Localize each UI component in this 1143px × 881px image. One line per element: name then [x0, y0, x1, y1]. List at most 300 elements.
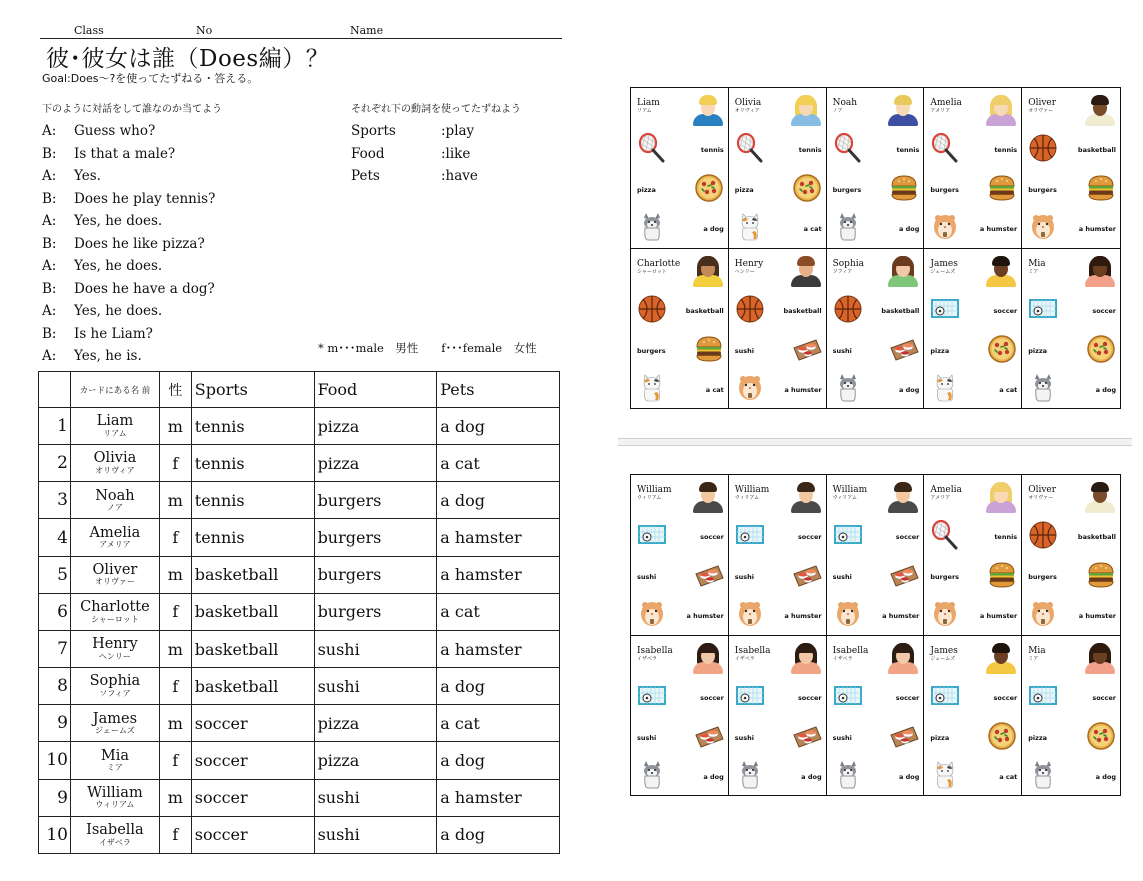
card-pet-label: a dog [703, 773, 724, 781]
card-name-kana: ウィリアム [637, 494, 662, 501]
card-food-label: pizza [734, 186, 754, 194]
row-name-kana: アメリア [99, 540, 131, 550]
row-sports: basketball [191, 668, 314, 705]
sushi-icon [889, 560, 919, 594]
cat-icon [735, 212, 765, 246]
row-pets: a dog [437, 816, 560, 853]
card-name-kana: ジェームズ [930, 655, 956, 662]
header-pets: Pets [437, 372, 560, 408]
card-food-row [827, 170, 924, 210]
dialog-speaker: B: [42, 190, 57, 207]
row-name [70, 668, 159, 705]
row-pets: a hamster [437, 779, 560, 816]
class-label: Class [74, 24, 104, 37]
card-food-row [827, 331, 924, 371]
row-name-en: Henry [92, 636, 138, 653]
row-name [70, 742, 159, 779]
card-sport-row [729, 130, 826, 170]
card-food-label: sushi [734, 347, 755, 355]
row-food: burgers [314, 556, 437, 593]
card-pet-row [631, 758, 728, 796]
burgers-icon [889, 173, 919, 207]
card-food-label: pizza [930, 347, 950, 355]
dialog-line [42, 345, 342, 368]
card-sport-label: basketball [783, 307, 822, 315]
table-row [39, 445, 560, 482]
row-name [70, 556, 159, 593]
card-name: Isabella [734, 645, 771, 656]
dialog-line [42, 210, 342, 233]
card-food-label: sushi [637, 573, 657, 581]
card-name: Amelia [930, 97, 962, 108]
row-food: sushi [314, 779, 437, 816]
card-pet-label: a humster [979, 225, 1018, 233]
card-food-row [631, 557, 728, 597]
roster-table [38, 371, 560, 854]
card-pet-label: a humster [686, 612, 724, 620]
row-sex: m [159, 630, 191, 667]
row-sports: soccer [191, 816, 314, 853]
row-pets: a dog [437, 408, 560, 445]
dialog-line [42, 188, 342, 211]
card-sport-row [827, 678, 924, 718]
row-sports: tennis [191, 445, 314, 482]
card-name: Liam [637, 97, 660, 108]
dog-icon [637, 212, 667, 246]
table-row [39, 556, 560, 593]
card-food-row [1022, 331, 1120, 371]
verb-category: Sports [351, 123, 396, 140]
dialog-speaker: A: [42, 213, 57, 230]
person-card [729, 475, 827, 636]
card-food-row [924, 331, 1021, 371]
dialog-text: Does he play tennis? [74, 190, 216, 207]
row-sex: m [159, 408, 191, 445]
row-number: 9 [39, 705, 71, 742]
card-food-label: sushi [832, 734, 852, 742]
basketball-icon [1028, 520, 1058, 554]
card-pet-label: a humster [882, 612, 920, 620]
hamster-icon [1028, 212, 1058, 246]
card-name-kana: ソフィア [832, 268, 853, 275]
row-name-en: Mia [100, 747, 129, 764]
person-card [827, 475, 925, 636]
soccer-icon [1028, 294, 1058, 328]
row-number: 9 [39, 779, 71, 816]
card-sport-label: soccer [700, 694, 724, 702]
card-name-row [827, 636, 924, 678]
dog-icon [833, 760, 863, 794]
card-name: William [637, 484, 672, 495]
card-sport-label: soccer [1092, 307, 1116, 315]
card-name-row [924, 88, 1021, 130]
table-row [39, 668, 560, 705]
table-row [39, 408, 560, 445]
dialog-text: Yes, he is. [74, 348, 142, 365]
person-card [729, 88, 827, 249]
dialog-line [42, 233, 342, 256]
person-card [1022, 88, 1120, 249]
card-name-row [827, 475, 924, 517]
card-sport-row [631, 130, 728, 170]
card-pet-row [827, 371, 924, 409]
dog-icon [833, 212, 863, 246]
card-sport-row [631, 517, 728, 557]
tennis-icon [735, 133, 765, 167]
card-name-kana: イザベラ [637, 655, 658, 662]
card-pet-label: a dog [898, 773, 920, 781]
person-avatar-icon [985, 640, 1017, 674]
burgers-icon [694, 334, 724, 368]
person-card [827, 88, 925, 249]
dialog-line [42, 323, 342, 346]
card-pet-row [631, 371, 728, 409]
page-title: 彼･彼女は誰（Does編）？ [46, 46, 330, 72]
card-pet-label: a cat [803, 225, 822, 233]
basketball-icon [735, 294, 765, 328]
row-pets: a dog [437, 742, 560, 779]
person-card [631, 475, 729, 636]
person-card [631, 88, 729, 249]
person-card [827, 249, 925, 409]
card-pet-label: a dog [898, 386, 920, 394]
person-card [924, 88, 1022, 249]
dialog-speaker: B: [42, 235, 57, 252]
card-pet-label: a cat [999, 773, 1018, 781]
person-card [1022, 475, 1120, 636]
row-pets: a dog [437, 668, 560, 705]
card-food-row [631, 170, 728, 210]
table-row [39, 779, 560, 816]
table-row [39, 630, 560, 667]
card-sport-row [729, 678, 826, 718]
card-food-row [729, 718, 826, 758]
card-name-kana: イザベラ [734, 655, 755, 662]
soccer-icon [637, 520, 667, 554]
person-avatar-icon [790, 253, 822, 287]
dialog-line [42, 278, 342, 301]
card-grid-bottom [630, 474, 1121, 796]
row-sex: f [159, 445, 191, 482]
card-sport-label: soccer [1092, 694, 1116, 702]
row-name-kana: オリヴァー [94, 577, 135, 587]
card-sport-row [924, 130, 1021, 170]
card-name: Oliver [1028, 97, 1057, 108]
dialog-line [42, 255, 342, 278]
row-sports: soccer [191, 742, 314, 779]
dog-icon [637, 760, 667, 794]
row-sex: f [159, 742, 191, 779]
sushi-icon [694, 721, 724, 755]
row-food: burgers [314, 519, 437, 556]
row-food: burgers [314, 482, 437, 519]
person-avatar-icon [790, 640, 822, 674]
basketball-icon [637, 294, 667, 328]
card-pet-row [924, 758, 1021, 796]
card-sport-label: basketball [1077, 533, 1116, 541]
card-food-label: burgers [1028, 186, 1057, 194]
person-avatar-icon [692, 253, 724, 287]
row-food: pizza [314, 705, 437, 742]
dog-icon [1028, 760, 1058, 794]
card-sport-label: tennis [798, 146, 822, 154]
card-pet-label: a dog [1095, 773, 1116, 781]
card-food-label: pizza [637, 186, 656, 194]
card-name-row [729, 249, 826, 291]
person-avatar-icon [887, 479, 919, 513]
dialog-text: Yes, he does. [74, 258, 163, 275]
soccer-icon [833, 520, 863, 554]
soccer-icon [930, 294, 960, 328]
card-food-label: pizza [1028, 347, 1048, 355]
card-sport-label: basketball [881, 307, 920, 315]
row-name [70, 816, 159, 853]
pizza-icon [1086, 334, 1116, 368]
person-avatar-icon [692, 640, 724, 674]
person-avatar-icon [985, 253, 1017, 287]
card-pet-label: a cat [705, 386, 724, 394]
dialog-line [42, 120, 342, 143]
card-food-row [924, 718, 1021, 758]
person-card [631, 249, 729, 409]
row-name-en: Liam [96, 413, 134, 430]
card-food-label: sushi [832, 347, 852, 355]
row-name [70, 519, 159, 556]
card-sport-row [827, 291, 924, 331]
person-avatar-icon [790, 92, 822, 126]
card-name: Charlotte [637, 258, 681, 269]
row-sports: basketball [191, 556, 314, 593]
card-sport-label: soccer [895, 533, 920, 541]
card-name-kana: ウィリアム [832, 494, 857, 501]
dialog-line [42, 165, 342, 188]
dialog-speaker: B: [42, 145, 57, 162]
table-row [39, 816, 560, 853]
row-name-kana: シャーロット [91, 614, 139, 624]
card-name: James [930, 645, 958, 656]
card-name-row [1022, 636, 1120, 678]
card-name-row [1022, 475, 1120, 517]
card-pet-label: a humster [784, 612, 822, 620]
hamster-icon [833, 599, 863, 633]
person-card [729, 636, 827, 796]
burgers-icon [1086, 173, 1116, 207]
card-sport-label: soccer [797, 533, 822, 541]
header-labels [40, 24, 560, 38]
sushi-icon [889, 721, 919, 755]
card-pet-row [729, 210, 826, 248]
row-name [70, 630, 159, 667]
row-sports: tennis [191, 482, 314, 519]
row-name-en: Amelia [89, 524, 141, 541]
verb-category: Food [351, 145, 385, 162]
card-food-label: sushi [637, 734, 657, 742]
instruction-right: それぞれ下の動詞を使ってたずねよう [351, 104, 521, 115]
card-name-row [631, 636, 728, 678]
card-name-row [924, 636, 1021, 678]
row-food: sushi [314, 668, 437, 705]
card-pet-label: a humster [979, 612, 1018, 620]
dialog-speaker: A: [42, 123, 57, 140]
person-avatar-icon [887, 640, 919, 674]
tennis-icon [637, 133, 667, 167]
dialog-text: Does he have a dog? [74, 280, 215, 297]
row-pets: a cat [437, 705, 560, 742]
card-food-row [631, 331, 728, 371]
row-sex: m [159, 482, 191, 519]
row-name-kana: ジェームズ [94, 726, 135, 736]
person-card [924, 636, 1022, 796]
card-name-row [631, 88, 728, 130]
sushi-icon [889, 334, 919, 368]
sushi-icon [694, 560, 724, 594]
card-name-kana: ウィリアム [734, 494, 760, 501]
card-food-row [729, 331, 826, 371]
card-sport-row [729, 517, 826, 557]
hamster-icon [930, 212, 960, 246]
soccer-icon [930, 681, 960, 715]
tennis-icon [930, 133, 960, 167]
row-name-en: Charlotte [80, 599, 150, 616]
card-pet-row [924, 210, 1021, 248]
header-food: Food [314, 372, 437, 408]
row-number: 8 [39, 668, 71, 705]
card-sport-label: tennis [700, 146, 724, 154]
card-name-kana: ミア [1028, 655, 1039, 662]
row-name-en: Olivia [93, 450, 137, 467]
card-name: William [832, 484, 868, 495]
card-sport-label: soccer [797, 694, 822, 702]
row-food: pizza [314, 445, 437, 482]
card-grid-top [630, 87, 1121, 409]
card-sport-row [1022, 291, 1120, 331]
person-avatar-icon [887, 92, 919, 126]
row-number: 5 [39, 556, 71, 593]
card-food-row [1022, 557, 1120, 597]
dog-icon [1028, 373, 1058, 407]
hamster-icon [930, 599, 960, 633]
row-name-kana: ヘンリー [98, 651, 131, 661]
dialog-text: Is that a male? [74, 145, 176, 162]
card-food-row [1022, 718, 1120, 758]
row-name-en: James [92, 710, 138, 727]
card-name: Isabella [832, 645, 869, 656]
burgers-icon [1086, 560, 1116, 594]
card-name-row [827, 88, 924, 130]
cat-icon [930, 373, 960, 407]
dialog-line [42, 143, 342, 166]
row-name-kana: ウィリアム [95, 800, 135, 810]
card-food-label: burgers [832, 186, 862, 194]
row-pets: a dog [437, 482, 560, 519]
row-sex: m [159, 779, 191, 816]
cat-icon [930, 760, 960, 794]
instruction-left: 下のように対話をして誰なのか当てよう [42, 104, 222, 115]
header-sex: 性 [159, 372, 191, 408]
row-food: pizza [314, 742, 437, 779]
card-name: Mia [1028, 258, 1046, 269]
card-name: Olivia [734, 97, 762, 108]
card-pet-row [729, 758, 826, 796]
burgers-icon [987, 560, 1017, 594]
row-pets: a cat [437, 593, 560, 630]
card-pet-row [827, 758, 924, 796]
card-food-row [729, 557, 826, 597]
dialog-text: Yes, he does. [74, 303, 163, 320]
card-pet-row [631, 210, 728, 248]
row-sports: basketball [191, 593, 314, 630]
dialog-speaker: A: [42, 258, 57, 275]
dog-icon [735, 760, 765, 794]
pizza-icon [792, 173, 822, 207]
sushi-icon [792, 721, 822, 755]
card-pet-row [924, 597, 1021, 635]
row-name-en: William [87, 784, 143, 801]
row-sports: soccer [191, 779, 314, 816]
card-food-label: sushi [832, 573, 852, 581]
pizza-icon [987, 334, 1017, 368]
basketball-icon [1028, 133, 1058, 167]
dialog-speaker: A: [42, 168, 57, 185]
row-pets: a hamster [437, 519, 560, 556]
row-food: pizza [314, 408, 437, 445]
pizza-icon [694, 173, 724, 207]
card-sport-row [729, 291, 826, 331]
card-sport-label: soccer [993, 307, 1018, 315]
row-pets: a hamster [437, 556, 560, 593]
row-name [70, 408, 159, 445]
row-name [70, 705, 159, 742]
card-name: Sophia [832, 258, 864, 269]
row-number: 2 [39, 445, 71, 482]
dialog-speaker: A: [42, 348, 57, 365]
tennis-icon [930, 520, 960, 554]
dialog-text: Yes. [74, 168, 101, 185]
card-name: James [930, 258, 958, 269]
card-sport-label: soccer [895, 694, 920, 702]
table-row [39, 593, 560, 630]
card-food-row [631, 718, 728, 758]
no-label: No [196, 24, 213, 37]
person-card [729, 249, 827, 409]
card-food-row [924, 170, 1021, 210]
row-name [70, 482, 159, 519]
card-name-row [729, 88, 826, 130]
card-name-row [827, 249, 924, 291]
row-name-en: Sophia [89, 673, 141, 690]
table-row [39, 742, 560, 779]
card-food-label: burgers [930, 186, 960, 194]
name-label: Name [350, 24, 384, 37]
card-sport-row [827, 517, 924, 557]
dialog-speaker: B: [42, 325, 57, 342]
card-name-row [1022, 88, 1120, 130]
burgers-icon [987, 173, 1017, 207]
dialog-text: Is he Liam? [74, 325, 153, 342]
row-number: 7 [39, 630, 71, 667]
card-pet-row [1022, 210, 1120, 248]
card-name-kana: オリヴィア [734, 107, 760, 114]
row-name-en: Isabella [86, 822, 144, 839]
card-food-row [924, 557, 1021, 597]
sex-note: * m･･･male 男性 f･･･female 女性 [318, 341, 537, 355]
card-food-label: pizza [1028, 734, 1048, 742]
soccer-icon [637, 681, 667, 715]
table-row [39, 519, 560, 556]
card-pet-row [827, 210, 924, 248]
header-num [39, 372, 71, 408]
row-name-kana: ミア [106, 763, 123, 773]
